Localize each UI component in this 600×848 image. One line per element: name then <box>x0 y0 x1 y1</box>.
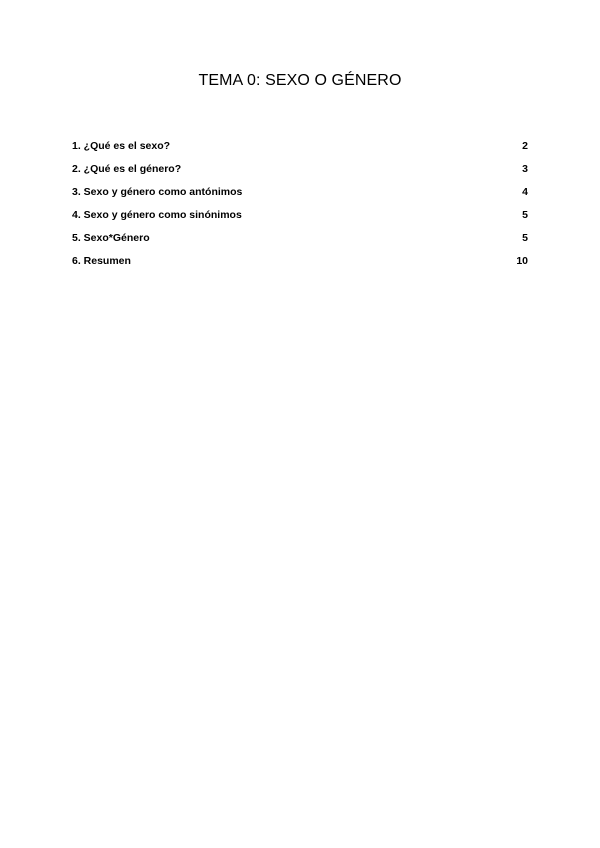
toc-entry-label: 5. Sexo*Género <box>72 232 150 244</box>
toc-entry-page: 3 <box>522 163 528 175</box>
toc-entry-label: 4. Sexo y género como sinónimos <box>72 209 242 221</box>
toc-entry-page: 5 <box>522 209 528 221</box>
toc-entry[interactable] <box>72 232 528 255</box>
table-of-contents <box>72 140 528 278</box>
toc-entry-page: 10 <box>516 255 528 267</box>
toc-entry-label: 1. ¿Qué es el sexo? <box>72 140 171 152</box>
toc-entry-label: 3. Sexo y género como antónimos <box>72 186 243 198</box>
toc-entry[interactable] <box>72 163 528 186</box>
toc-entry[interactable] <box>72 186 528 209</box>
toc-entry-page: 2 <box>522 140 528 152</box>
toc-entry-page: 5 <box>522 232 528 244</box>
toc-entry-label: 6. Resumen <box>72 255 131 267</box>
toc-entry[interactable] <box>72 140 528 163</box>
toc-entry[interactable] <box>72 255 528 278</box>
toc-entry-label: 2. ¿Qué es el género? <box>72 163 182 175</box>
document-title: TEMA 0: SEXO O GÉNERO <box>198 72 402 89</box>
toc-entry[interactable] <box>72 209 528 232</box>
toc-entry-page: 4 <box>522 186 528 198</box>
